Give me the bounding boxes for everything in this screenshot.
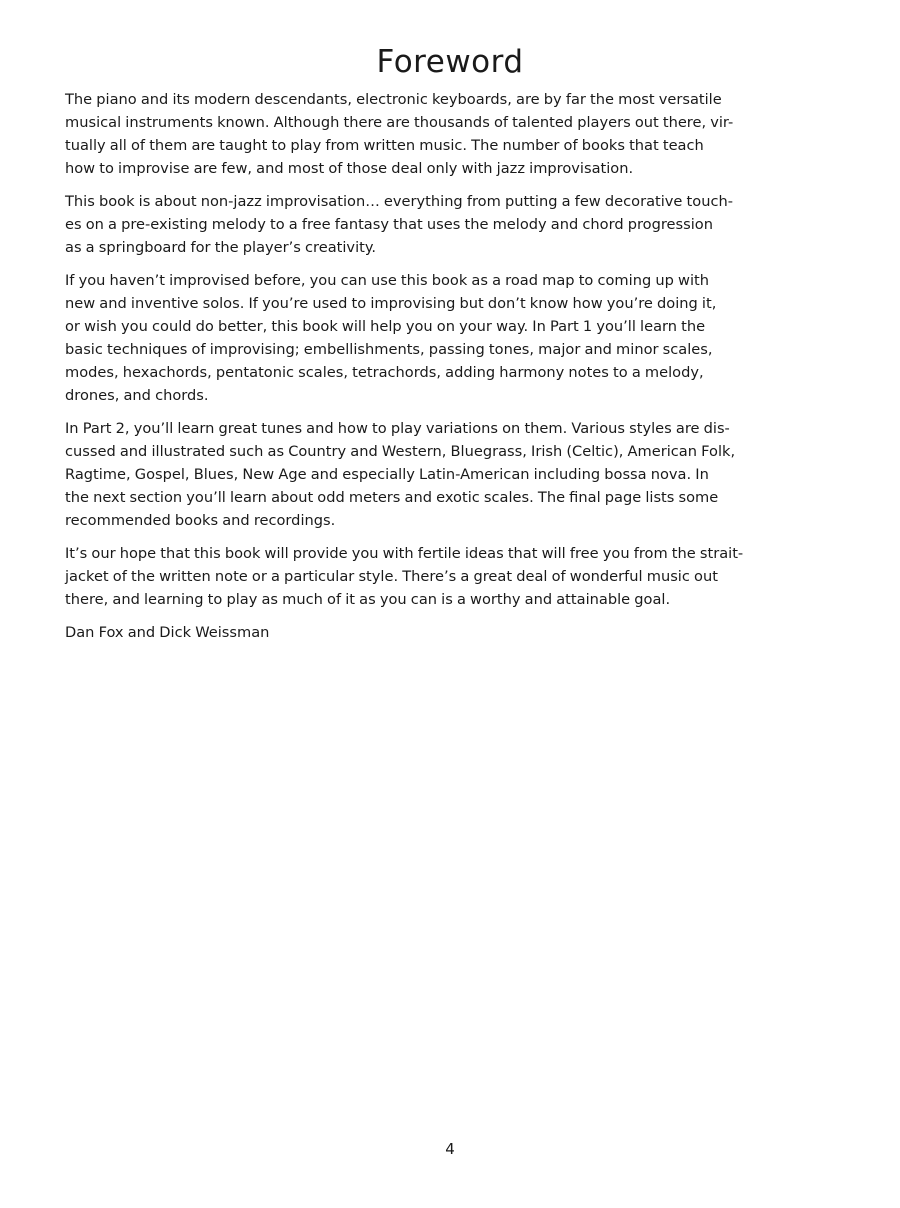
- text-line: or wish you could do better, this book will help you on your way. In Part 1 you’ll learn the: [65, 318, 706, 335]
- text-line: In Part 2, you’ll learn great tunes and how to play variations on them. Various styles are dis-: [65, 420, 730, 437]
- text-line: es on a pre-existing melody to a free fantasy that uses the melody and chord progression: [65, 216, 713, 233]
- paragraph-part-1: [65, 269, 835, 407]
- text-line: the next section you’ll learn about odd meters and exotic scales. The final page lists some: [65, 489, 719, 506]
- page-number: 4: [445, 1140, 455, 1158]
- text-line: how to improvise are few, and most of those deal only with jazz improvisation.: [65, 160, 634, 177]
- text-line: musical instruments known. Although there are thousands of talented players out there, vir-: [65, 114, 734, 131]
- text-line: If you haven’t improvised before, you can use this book as a road map to coming up with: [65, 272, 709, 289]
- text-line: jacket of the written note or a particular style. There’s a great deal of wonderful music out: [65, 568, 718, 585]
- text-line: It’s our hope that this book will provide you with fertile ideas that will free you from the strait-: [65, 545, 744, 562]
- author-signature: [65, 621, 835, 644]
- paragraph-scope: [65, 190, 835, 259]
- text-line: basic techniques of improvising; embellishments, passing tones, major and minor scales,: [65, 341, 713, 358]
- paragraph-part-2: [65, 417, 835, 532]
- text-line: modes, hexachords, pentatonic scales, tetrachords, adding harmony notes to a melody,: [65, 364, 704, 381]
- text-line: tually all of them are taught to play from written music. The number of books that teach: [65, 137, 704, 154]
- authors-line: Dan Fox and Dick Weissman: [65, 624, 270, 641]
- text-line: This book is about non-jazz improvisation… everything from putting a few decorative touch-: [65, 193, 733, 210]
- foreword-body: [65, 88, 835, 654]
- text-line: as a springboard for the player’s creativity.: [65, 239, 377, 256]
- text-line: cussed and illustrated such as Country and Western, Bluegrass, Irish (Celtic), American Folk,: [65, 443, 736, 460]
- text-line: new and inventive solos. If you’re used to improvising but don’t know how you’re doing it,: [65, 295, 717, 312]
- paragraph-intro: [65, 88, 835, 180]
- paragraph-hope: [65, 542, 835, 611]
- text-line: The piano and its modern descendants, electronic keyboards, are by far the most versatile: [65, 91, 722, 108]
- text-line: recommended books and recordings.: [65, 512, 336, 529]
- text-line: drones, and chords.: [65, 387, 209, 404]
- page-title: Foreword: [376, 44, 524, 80]
- text-line: Ragtime, Gospel, Blues, New Age and especially Latin-American including bossa nova. In: [65, 466, 709, 483]
- text-line: there, and learning to play as much of it as you can is a worthy and attainable goal.: [65, 591, 671, 608]
